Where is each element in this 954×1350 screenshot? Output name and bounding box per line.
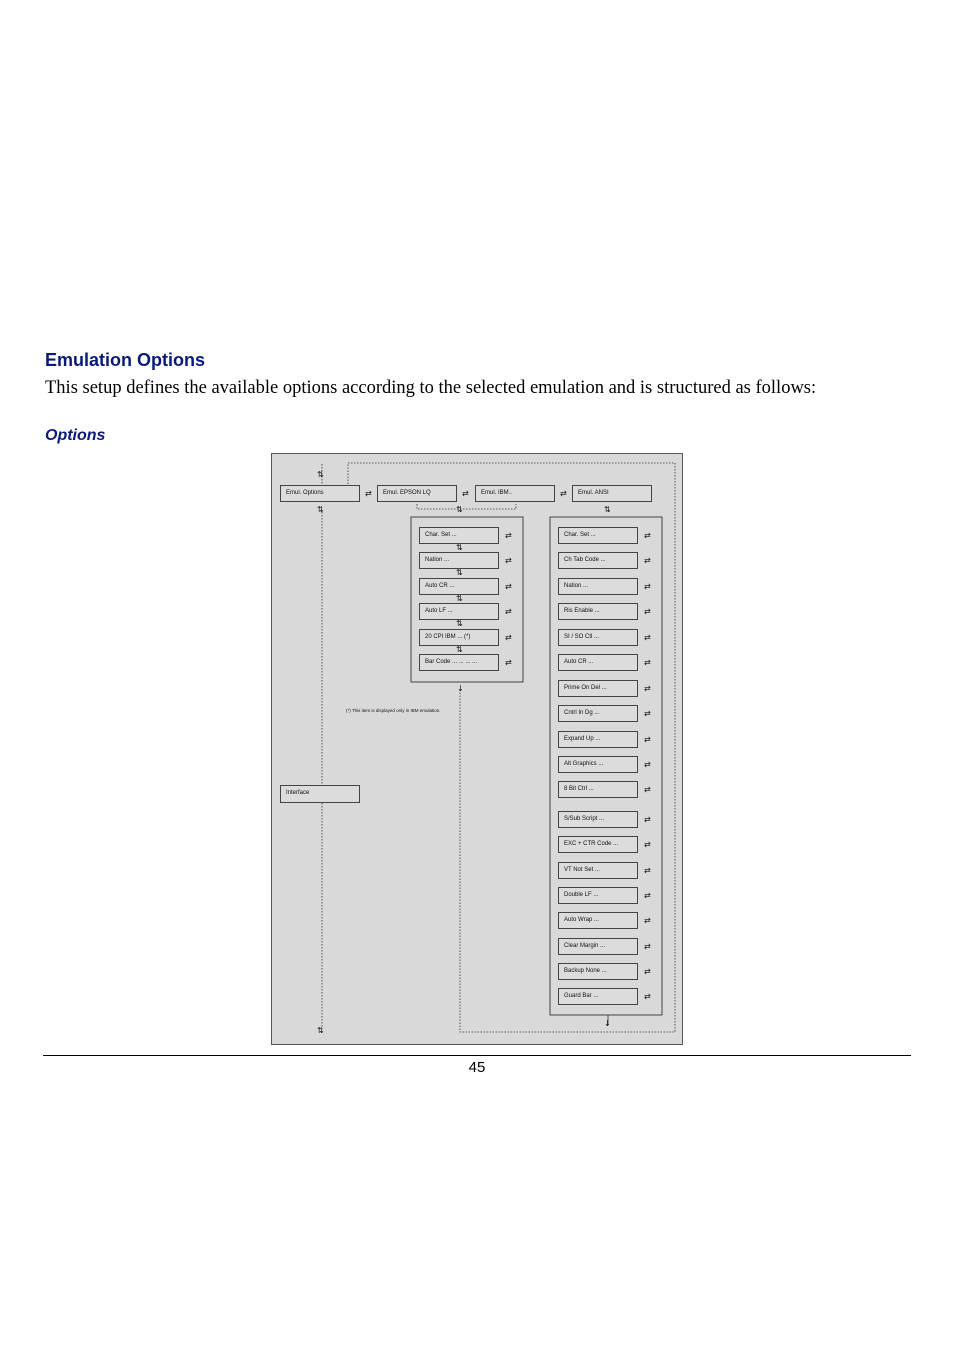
- epson-auto-lf-box: Auto LF ...: [419, 603, 499, 620]
- cycle-arrows-icon: ⇄: [644, 531, 651, 540]
- up-down-arrows-icon: ⇅: [317, 1026, 324, 1035]
- ansi-char-set-box: Char. Set ...: [558, 527, 638, 544]
- cycle-arrows-icon: ⇄: [560, 489, 567, 498]
- emul-ibm-box: Emul. IBM..: [475, 485, 555, 502]
- up-down-arrows-icon: ⇅: [456, 594, 463, 603]
- intro-paragraph: This setup defines the available options according to the selected emulation and is structured as follows:: [45, 378, 817, 398]
- cycle-arrows-icon: ⇄: [644, 916, 651, 925]
- cycle-arrows-icon: ⇄: [505, 556, 512, 565]
- emul-options-box: Emul. Options: [280, 485, 360, 502]
- down-arrow-icon: ↓: [457, 684, 464, 693]
- cycle-arrows-icon: ⇄: [365, 489, 372, 498]
- ansi-s-sub-script-box: S/Sub Script ...: [558, 811, 638, 828]
- cycle-arrows-icon: ⇄: [644, 684, 651, 693]
- up-down-arrows-icon: ⇅: [317, 505, 324, 514]
- cycle-arrows-icon: ⇄: [644, 942, 651, 951]
- ansi-si-so-ctl-box: SI / SO Ctl ...: [558, 629, 638, 646]
- down-arrow-icon: ↓: [604, 1019, 611, 1028]
- cycle-arrows-icon: ⇄: [505, 607, 512, 616]
- footer-rule: [43, 1055, 911, 1056]
- ansi-ris-enable-box: Ris Enable ...: [558, 603, 638, 620]
- emulation-options-diagram: [271, 453, 683, 1045]
- cycle-arrows-icon: ⇄: [644, 891, 651, 900]
- subsection-heading: Options: [45, 427, 106, 444]
- interface-box: Interface: [280, 785, 360, 803]
- up-down-arrows-icon: ⇅: [317, 470, 324, 479]
- ansi-cntrl-in-dg-box: Cntrl In Dg ...: [558, 705, 638, 722]
- up-down-arrows-icon: ⇅: [456, 543, 463, 552]
- up-down-arrows-icon: ⇅: [456, 568, 463, 577]
- cycle-arrows-icon: ⇄: [644, 709, 651, 718]
- ansi-expand-up-box: Expand Up ...: [558, 731, 638, 748]
- ansi-backup-none-box: Backup None ...: [558, 963, 638, 980]
- cycle-arrows-icon: ⇄: [644, 967, 651, 976]
- epson-char-set-box: Char. Set ...: [419, 527, 499, 544]
- ansi-nation-box: Nation ...: [558, 578, 638, 595]
- epson-auto-cr-box: Auto CR ...: [419, 578, 499, 595]
- cycle-arrows-icon: ⇄: [505, 658, 512, 667]
- ansi-exc-ctr-code-box: EXC + CTR Code ...: [558, 836, 638, 853]
- cycle-arrows-icon: ⇄: [644, 556, 651, 565]
- ansi-auto-wrap-box: Auto Wrap ...: [558, 912, 638, 929]
- ansi-double-lf-box: Double LF ...: [558, 887, 638, 904]
- cycle-arrows-icon: ⇄: [644, 633, 651, 642]
- ansi-auto-cr-box: Auto CR ...: [558, 654, 638, 671]
- ibm-footnote: (*) This item is displayed only in IBM emulation.: [346, 708, 441, 713]
- ansi-guard-bar-box: Guard Bar ...: [558, 988, 638, 1005]
- page-number: 45: [468, 1059, 486, 1076]
- cycle-arrows-icon: ⇄: [505, 633, 512, 642]
- ansi-clear-margin-box: Clear Margin ...: [558, 938, 638, 955]
- cycle-arrows-icon: ⇄: [644, 582, 651, 591]
- cycle-arrows-icon: ⇄: [505, 531, 512, 540]
- up-down-arrows-icon: ⇅: [456, 619, 463, 628]
- cycle-arrows-icon: ⇄: [644, 607, 651, 616]
- ansi-alt-graphics-box: Alt Graphics ...: [558, 756, 638, 773]
- up-down-arrows-icon: ⇅: [604, 505, 611, 514]
- epson-nation-box: Nation ...: [419, 552, 499, 569]
- ibm-20cpi-box: 20 CPI IBM ... (*): [419, 629, 499, 646]
- epson-bar-code-box: Bar Code ... ... ... ...: [419, 654, 499, 671]
- cycle-arrows-icon: ⇄: [644, 840, 651, 849]
- section-heading: Emulation Options: [45, 350, 205, 370]
- ansi-vt-not-set-box: VT Not Set ...: [558, 862, 638, 879]
- ansi-8bit-ctrl-box: 8 Bit Ctrl ...: [558, 781, 638, 798]
- cycle-arrows-icon: ⇄: [462, 489, 469, 498]
- up-down-arrows-icon: ⇅: [456, 505, 463, 514]
- up-down-arrows-icon: ⇅: [456, 645, 463, 654]
- ansi-prime-on-del-box: Prime On Del ...: [558, 680, 638, 697]
- cycle-arrows-icon: ⇄: [644, 866, 651, 875]
- ansi-ch-tab-code-box: Ch Tab Code ...: [558, 552, 638, 569]
- cycle-arrows-icon: ⇄: [644, 658, 651, 667]
- cycle-arrows-icon: ⇄: [644, 785, 651, 794]
- cycle-arrows-icon: ⇄: [505, 582, 512, 591]
- cycle-arrows-icon: ⇄: [644, 815, 651, 824]
- emul-ansi-box: Emul. ANSI: [572, 485, 652, 502]
- emul-epson-box: Emul. EPSON LQ: [377, 485, 457, 502]
- cycle-arrows-icon: ⇄: [644, 760, 651, 769]
- cycle-arrows-icon: ⇄: [644, 992, 651, 1001]
- cycle-arrows-icon: ⇄: [644, 735, 651, 744]
